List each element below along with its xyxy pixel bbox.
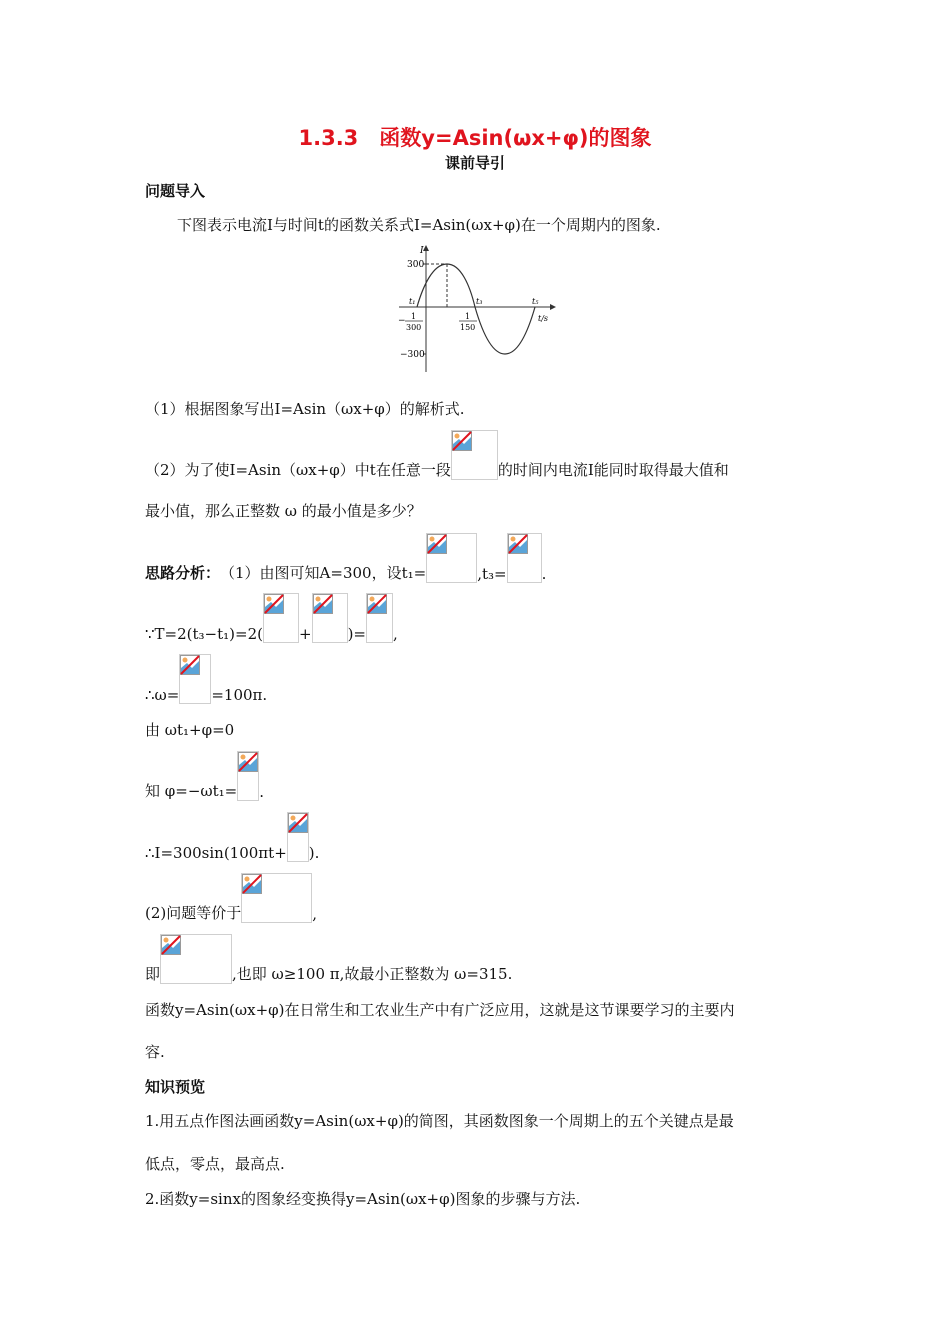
preview-item-2: 2.函数y=sinx的图象经变换得y=Asin(ωx+φ)图象的步骤与方法. — [145, 1190, 581, 1208]
analysis-line-6 — [145, 812, 319, 862]
question-1: （1）根据图象写出I=Asin（ωx+φ）的解析式. — [145, 400, 465, 418]
y-top-tick-label: 300 — [407, 260, 425, 270]
broken-image-icon — [180, 655, 200, 675]
analysis-line-1 — [145, 533, 546, 583]
question-2-suffix: 的时间内电流I能同时取得最大值和 — [497, 461, 729, 479]
intro-paragraph: 下图表示电流I与时间t的函数关系式I=Asin(ωx+φ)在一个周期内的图象. — [177, 216, 661, 234]
formula-image-placeholder — [263, 593, 299, 643]
x-neg-numerator: 1 — [411, 312, 417, 321]
analysis-text: . — [541, 565, 547, 583]
page-subtitle: 课前导引 — [444, 154, 505, 172]
analysis-text: ∴ω= — [145, 686, 180, 704]
analysis-text: 知 φ=−ωt₁= — [145, 782, 238, 800]
x-axis-label: t/s — [538, 314, 549, 323]
analysis-text: ,t₃= — [477, 565, 507, 583]
analysis-line-8 — [145, 934, 512, 984]
x-neg-denominator: 300 — [406, 323, 422, 332]
question-2-prefix: （2）为了使I=Asin（ωx+φ）中t在任意一段 — [145, 461, 451, 479]
analysis-text: （1）由图可知A=300，设t₁= — [220, 564, 427, 582]
question-2-line-1 — [145, 430, 729, 480]
t1-label: t₁ — [409, 297, 416, 306]
analysis-line-7 — [145, 873, 317, 923]
formula-image-placeholder — [312, 593, 348, 643]
x-pos-denominator: 150 — [460, 323, 476, 332]
analysis-text: , — [392, 625, 398, 643]
broken-image-icon — [242, 874, 262, 894]
analysis-text: )= — [347, 625, 366, 643]
current-time-graph — [395, 242, 560, 374]
broken-image-icon — [161, 935, 181, 955]
formula-image-placeholder — [451, 430, 498, 480]
analysis-text: . — [259, 783, 265, 801]
x-neg-minus: − — [398, 316, 406, 326]
page-title: 1.3.3 函数y=Asin(ωx+φ)的图象 — [298, 126, 652, 150]
analysis-text: ∵T=2(t₃−t₁)=2( — [145, 625, 263, 643]
x-pos-numerator: 1 — [465, 312, 471, 321]
formula-image-placeholder — [179, 654, 211, 704]
broken-image-icon — [508, 534, 528, 554]
analysis-text: , — [312, 905, 318, 923]
formula-image-placeholder — [287, 812, 309, 862]
analysis-line-2 — [145, 593, 398, 643]
analysis-text: ). — [308, 844, 320, 862]
section-heading-intro: 问题导入 — [145, 182, 206, 200]
analysis-label: 思路分析： — [145, 564, 221, 582]
analysis-line-9: 函数y=Asin(ωx+φ)在日常生和工农业生产中有广泛应用，这就是这节课要学习的主要内 — [145, 1001, 735, 1019]
formula-image-placeholder — [160, 934, 232, 984]
section-heading-preview: 知识预览 — [145, 1078, 206, 1096]
analysis-line-4: 由 ωt₁+φ=0 — [145, 721, 235, 739]
analysis-text: + — [298, 625, 312, 643]
t3-label: t₃ — [476, 297, 483, 306]
formula-image-placeholder — [507, 533, 542, 583]
formula-image-placeholder — [366, 593, 393, 643]
analysis-text: 即 — [145, 965, 161, 983]
formula-image-placeholder — [241, 873, 312, 923]
formula-image-placeholder — [237, 751, 259, 801]
formula-image-placeholder — [426, 533, 477, 583]
analysis-line-10: 容. — [145, 1043, 165, 1061]
preview-item-1-cont: 低点，零点，最高点. — [145, 1155, 285, 1173]
y-bottom-tick-label: −300 — [400, 350, 425, 360]
analysis-text: =100π. — [211, 686, 268, 704]
sine-curve — [417, 264, 535, 354]
analysis-text: ∴I=300sin(100πt+ — [145, 844, 287, 862]
broken-image-icon — [238, 752, 258, 772]
broken-image-icon — [264, 594, 284, 614]
preview-item-1: 1.用五点作图法画函数y=Asin(ωx+φ)的简图，其函数图象一个周期上的五个关键点是最 — [145, 1112, 734, 1130]
analysis-text: ,也即 ω≥100 π,故最小正整数为 ω=315. — [232, 965, 513, 983]
broken-image-icon — [367, 594, 387, 614]
broken-image-icon — [288, 813, 308, 833]
y-axis-label: I — [420, 246, 424, 256]
broken-image-icon — [427, 534, 447, 554]
analysis-text: (2)问题等价于 — [145, 904, 242, 922]
broken-image-icon — [313, 594, 333, 614]
t5-label: t₅ — [532, 297, 539, 306]
analysis-line-3 — [145, 654, 267, 704]
broken-image-icon — [452, 431, 472, 451]
question-2-line-2: 最小值，那么正整数 ω 的最小值是多少？ — [145, 502, 422, 520]
analysis-line-5 — [145, 751, 264, 801]
